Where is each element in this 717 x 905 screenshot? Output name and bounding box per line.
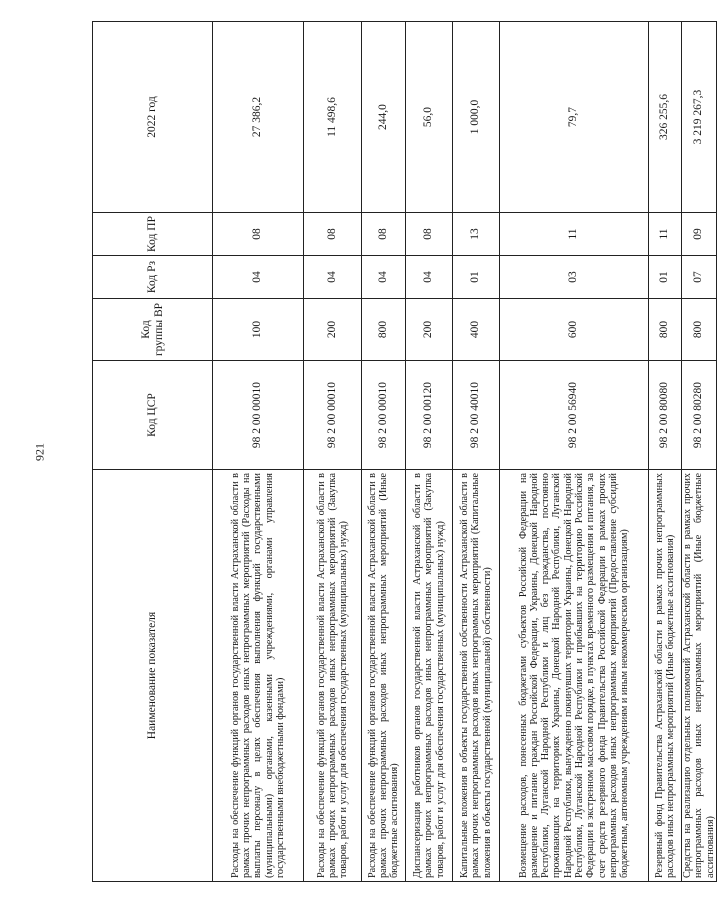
rotated-page [92,22,716,882]
row-name: Возмещение расходов, понесенных бюджетами субъектов Российской Федерации на размещение и питание граждан Российской Федерации, Украины, Донецкой Народной Республики, Луганской Народной Республики и лиц без гражданства, постоянно проживающих на территориях Украины, Донецкой Народной Республики, Луганской Народной Республики, вынужденно покинувших территории Украины, Донецкой Народной Республики, Луганской Народной Республики и прибывших на территорию Российской Федерации в экстренном массовом порядке, в пунктах временного размещения и питания, за счет средств резервного фонда Правительства Российской Федерации в рамках прочих непрограммных расходов иных непрограммных мероприятий (Предоставление субсидий бюджетным, автономным учреждениям и иным некоммерческим организациям) [500,470,649,882]
row-name: Расходы на обеспечение функций органов государственной власти Астраханской области в рамках прочих непрограммных расходов иных непрограммных мероприятий (Иные бюджетные ассигнования) [362,470,406,882]
table-row [500,22,649,882]
table-row [304,22,362,882]
row-csr: 98 2 00 80080 [649,361,682,470]
row-rz: 04 [362,256,406,299]
row-pr: 09 [682,213,717,256]
header-csr: Код ЦСР [93,361,213,470]
row-csr: 98 2 00 00120 [406,361,453,470]
header-year: 2022 год [93,22,213,213]
row-vr: 800 [682,299,717,361]
row-rz: 04 [304,256,362,299]
table-row [213,22,304,882]
header-rz: Код Рз [93,256,213,299]
row-csr: 98 2 00 80280 [682,361,717,470]
row-vr: 800 [649,299,682,361]
row-pr: 13 [453,213,500,256]
page-number: 921 [32,443,47,461]
table-row [649,22,682,882]
table-row [682,22,717,882]
table-row [453,22,500,882]
header-name: Наименование показателя [93,470,213,882]
row-pr: 08 [362,213,406,256]
row-value: 79,7 [500,22,649,213]
row-csr: 98 2 00 00010 [213,361,304,470]
row-pr: 08 [304,213,362,256]
row-name: Капитальные вложения в объекты государственной собственности Астраханской области в рамках прочих непрограммных расходов иных непрограммных мероприятий (Капитальные вложения в объекты государственной (муниципальной) собственности) [453,470,500,882]
header-vr: Код группы ВР [93,299,213,361]
row-vr: 200 [304,299,362,361]
row-rz: 07 [682,256,717,299]
row-rz: 01 [649,256,682,299]
row-vr: 100 [213,299,304,361]
row-pr: 11 [649,213,682,256]
header-pr: Код ПР [93,213,213,256]
row-pr: 11 [500,213,649,256]
row-name: Расходы на обеспечение функций органов государственной власти Астраханской области в рамках прочих непрограммных расходов иных непрограммных мероприятий (Расходы на выплаты персоналу в целях обеспечения выполнения функций государственными (муниципальными) органами, казенными учреждениями, органами управления государственными внебюджетными фондами) [213,470,304,882]
row-name: Средства на реализацию отдельных полномочий Астраханской области в рамках прочих непрограммных расходов иных непрограммных мероприятий (Иные бюджетные ассигнования) [682,470,717,882]
row-csr: 98 2 00 00010 [362,361,406,470]
row-vr: 400 [453,299,500,361]
table-row [406,22,453,882]
row-csr: 98 2 00 00010 [304,361,362,470]
row-name: Диспансеризация работников органов государственной власти Астраханской области в рамках прочих непрограммных расходов иных непрограммных мероприятий (Закупка товаров, работ и услуг для обеспечения государственных (муниципальных) нужд) [406,470,453,882]
row-rz: 04 [213,256,304,299]
row-value: 27 386,2 [213,22,304,213]
row-name: Резервный фонд Правительства Астраханской области в рамках прочих непрограммных расходов иных непрограммных мероприятий (Иные бюджетные ассигнования) [649,470,682,882]
row-rz: 01 [453,256,500,299]
row-value: 56,0 [406,22,453,213]
row-value: 326 255,6 [649,22,682,213]
row-value: 3 219 267,3 [682,22,717,213]
row-vr: 600 [500,299,649,361]
row-csr: 98 2 00 56940 [500,361,649,470]
row-value: 1 000,0 [453,22,500,213]
budget-table [92,21,717,882]
row-rz: 04 [406,256,453,299]
row-csr: 98 2 00 40010 [453,361,500,470]
row-vr: 800 [362,299,406,361]
row-pr: 08 [213,213,304,256]
row-value: 244,0 [362,22,406,213]
table-row [362,22,406,882]
header-row [93,22,213,882]
row-rz: 03 [500,256,649,299]
row-pr: 08 [406,213,453,256]
row-vr: 200 [406,299,453,361]
row-value: 11 498,6 [304,22,362,213]
row-name: Расходы на обеспечение функций органов государственной власти Астраханской области в рамках прочих непрограммных расходов иных непрограммных мероприятий (Закупка товаров, работ и услуг для обеспечения государственных (муниципальных) нужд) [304,470,362,882]
